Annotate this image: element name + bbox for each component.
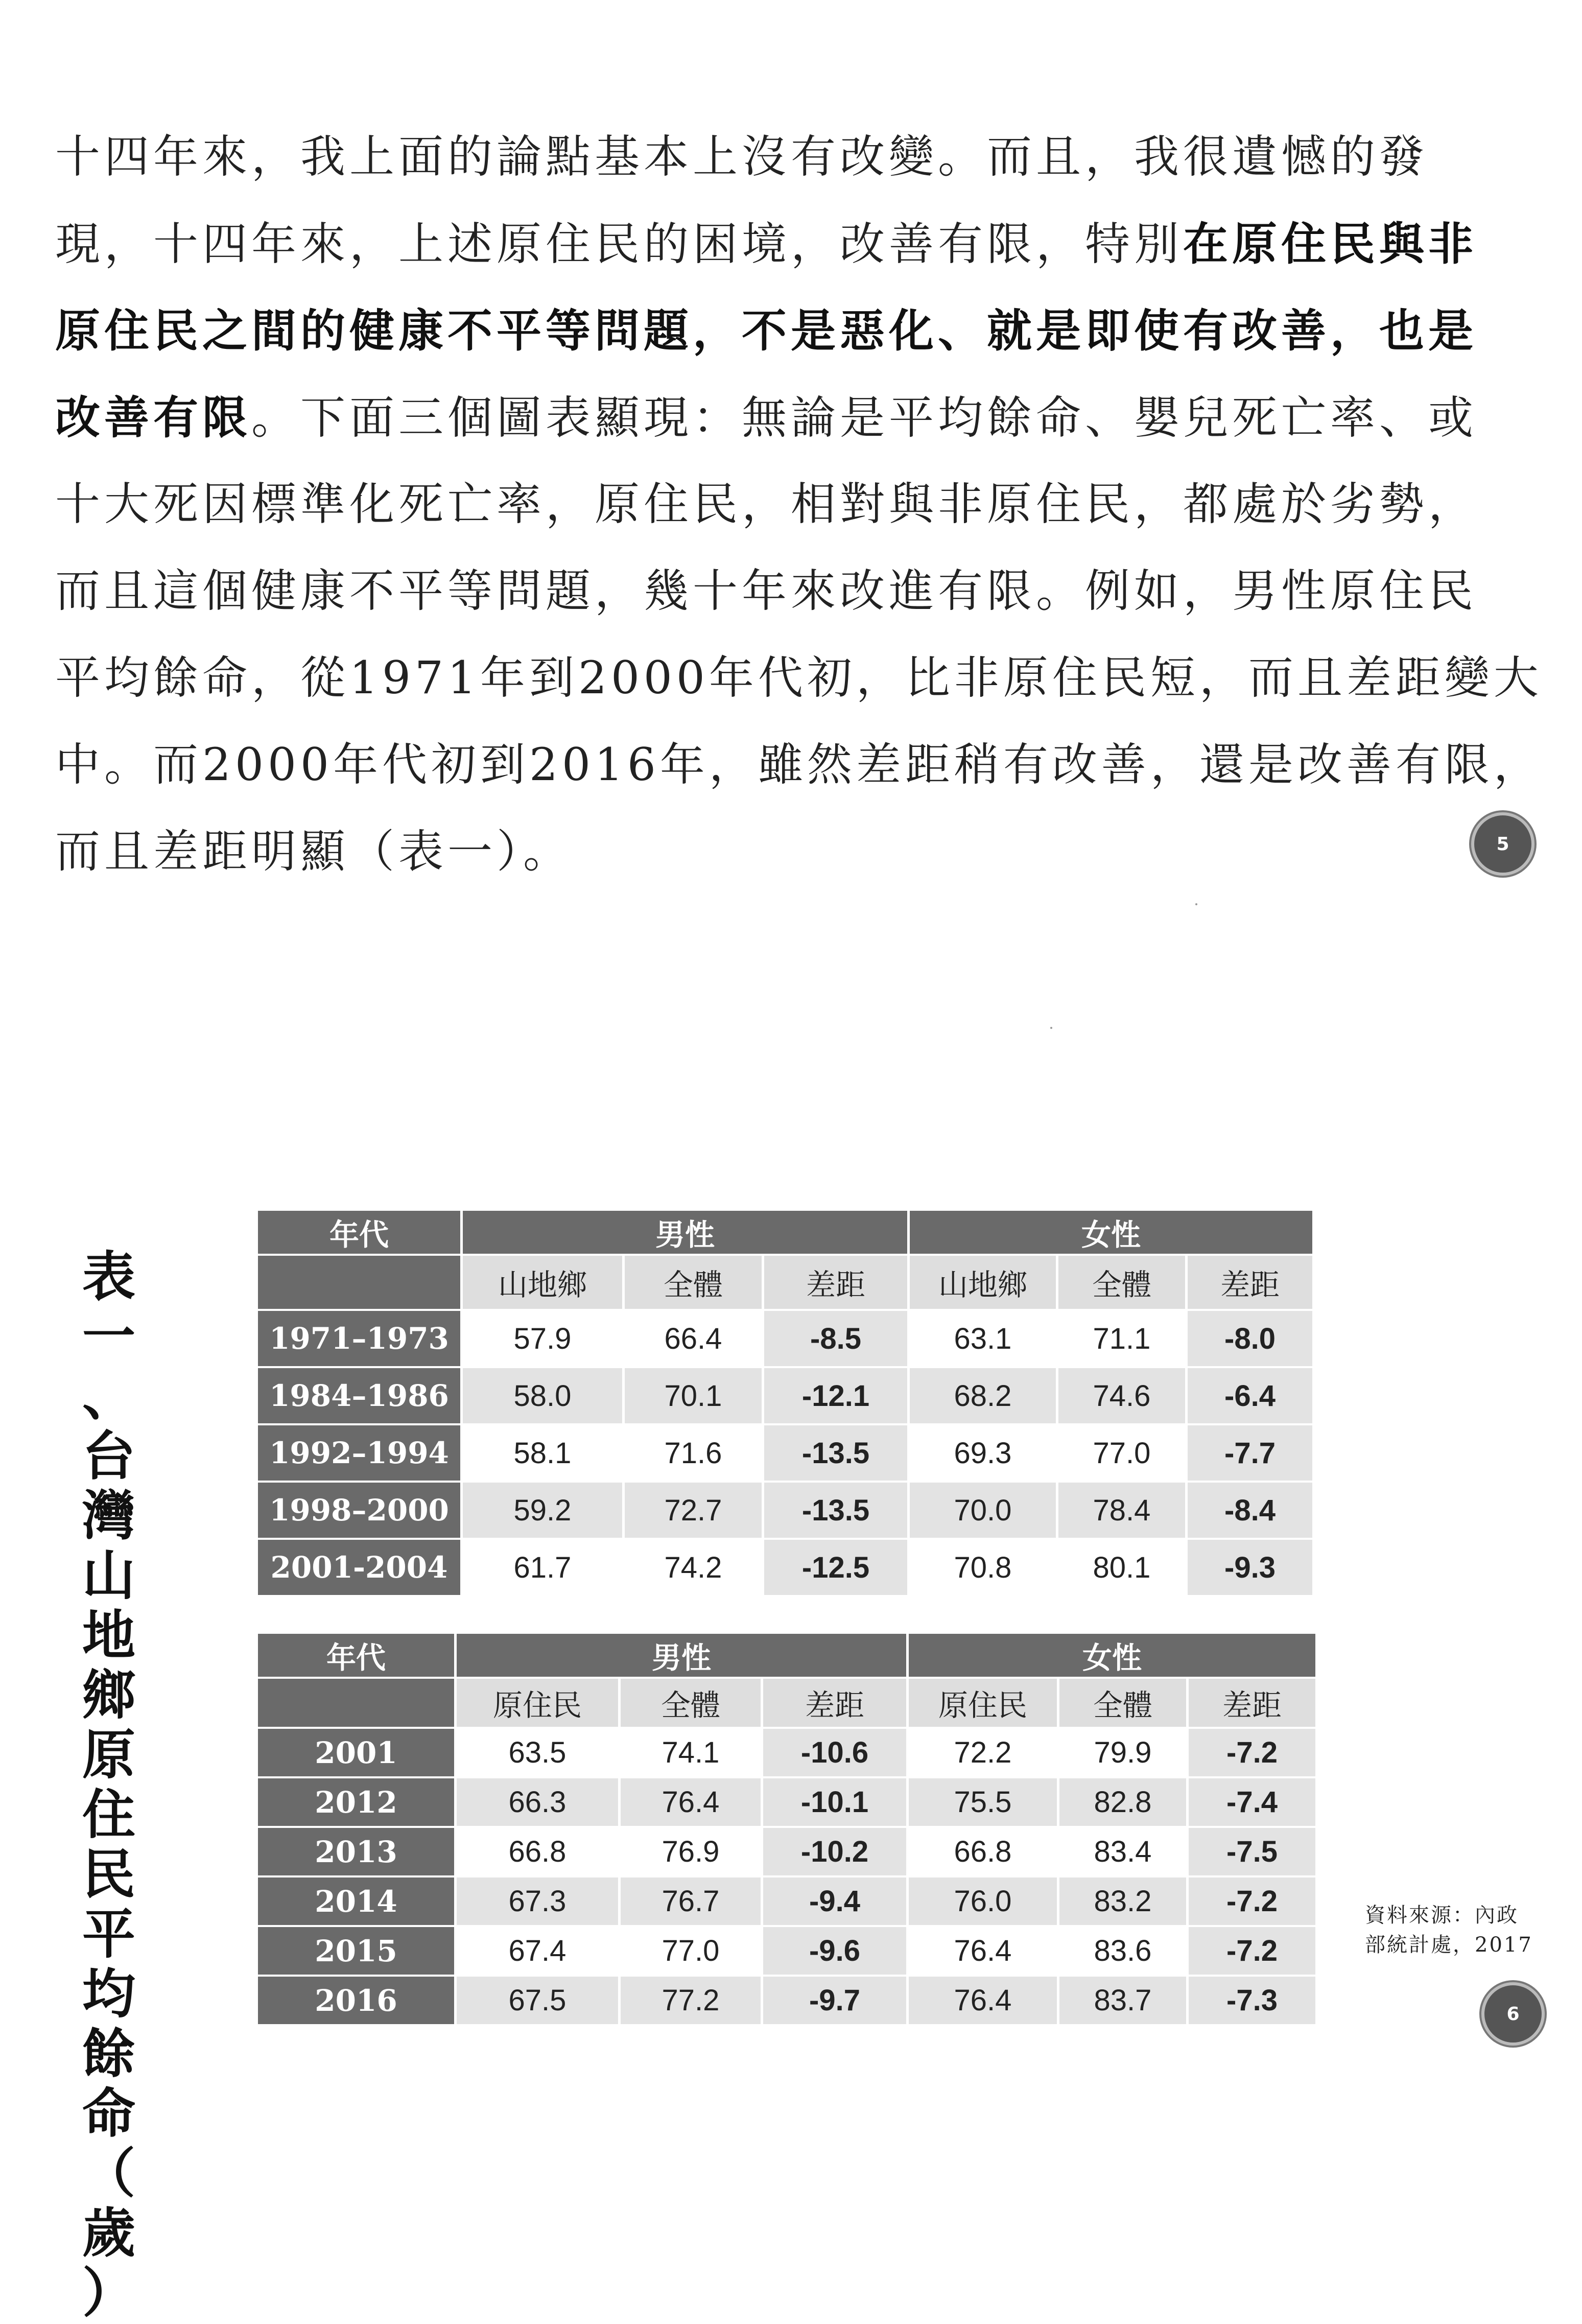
value-cell: 77.0 (1093, 1436, 1151, 1470)
gap-value-cell: -10.6 (763, 1729, 906, 1776)
header-era: 年代 (258, 1634, 454, 1677)
subheader-cell: 差距 (1189, 1679, 1315, 1727)
page-number-bottom: 6 (1481, 1982, 1545, 2046)
gap-value-cell: -6.4 (1188, 1368, 1312, 1423)
life-expectancy-table-mountain-townships (255, 1209, 1315, 1597)
header-male: 男性 (457, 1634, 906, 1677)
table-row (258, 1368, 1312, 1423)
paragraph-line (55, 721, 1543, 808)
subheader-cell: 差距 (1188, 1256, 1312, 1309)
subheader-cell: 全體 (625, 1256, 762, 1309)
source-note-line2: 部統計處，2017 (1365, 1933, 1533, 1957)
subheader-cell: 原住民 (909, 1679, 1057, 1727)
gap-value-cell: -7.5 (1189, 1828, 1315, 1875)
emphasized-text: 原住民之間的健康不平等問題，不是惡化、就是即使有改善，也是 (55, 304, 1478, 357)
text-run: 現，十四年來，上述原住民的困境，改善有限，特別 (55, 218, 1184, 270)
value-cell: 78.4 (1058, 1483, 1185, 1538)
value-cell: 76.7 (621, 1877, 761, 1925)
value-cell: 77.0 (662, 1934, 720, 1967)
gap-value-cell: -8.5 (764, 1311, 907, 1366)
life-expectancy-table-indigenous (255, 1632, 1318, 2026)
value-cell: 59.2 (463, 1483, 622, 1538)
text-run: 中。而2000年代初到2016年，雖然差距稍有改善，還是改善有限， (55, 738, 1543, 791)
table-row (258, 1483, 1312, 1538)
gap-value-cell: -12.5 (764, 1540, 907, 1595)
gap-value-cell: -8.4 (1188, 1483, 1312, 1538)
text-run: 。下面三個圖表顯現：無論是平均餘命、嬰兒死亡率、或 (251, 391, 1478, 444)
table-title: 表 一 、 台 灣 山 地 鄉 原 住 民 平 均 餘 命 （ 歲 ） (82, 1245, 135, 2324)
value-cell: 83.4 (1094, 1835, 1152, 1868)
scan-speck (1050, 1027, 1052, 1029)
value-cell: 79.9 (1094, 1736, 1152, 1769)
row-year-label: 2012 (258, 1778, 454, 1826)
subheader-cell: 全體 (621, 1679, 761, 1727)
value-cell: 66.4 (664, 1322, 722, 1355)
paragraph-line (55, 461, 1478, 548)
row-year-label: 2014 (258, 1877, 454, 1925)
value-cell: 76.4 (909, 1977, 1057, 2024)
gap-value-cell: -9.7 (763, 1977, 906, 2024)
gap-value-cell: -10.1 (763, 1778, 906, 1826)
value-cell: 70.1 (625, 1368, 762, 1423)
value-cell: 66.8 (954, 1835, 1012, 1868)
text-run: 十四年來，我上面的論點基本上沒有改變。而且，我很遺憾的發 (55, 130, 1429, 183)
source-note (1365, 1900, 1539, 1960)
value-cell: 69.3 (954, 1436, 1012, 1470)
value-cell: 74.6 (1058, 1368, 1185, 1423)
value-cell: 72.7 (625, 1483, 762, 1538)
gap-value-cell: -10.2 (763, 1828, 906, 1875)
subheader-cell: 山地鄉 (910, 1256, 1056, 1309)
table-row (258, 1877, 1315, 1925)
subheader-cell: 差距 (763, 1679, 906, 1727)
scan-speck (1195, 903, 1197, 905)
value-cell: 66.8 (508, 1835, 566, 1868)
gap-value-cell: -7.2 (1189, 1877, 1315, 1925)
header-male: 男性 (463, 1211, 907, 1254)
value-cell: 68.2 (910, 1368, 1056, 1423)
value-cell: 74.2 (664, 1551, 722, 1584)
row-year-label: 2016 (258, 1977, 454, 2024)
gap-value-cell: -9.6 (763, 1927, 906, 1975)
table-row (258, 1977, 1315, 2024)
header-female: 女性 (910, 1211, 1312, 1254)
source-note-line1: 資料來源：內政 (1365, 1904, 1519, 1927)
value-cell: 67.3 (457, 1877, 618, 1925)
header-era: 年代 (258, 1211, 460, 1254)
page-number-top: 5 (1471, 812, 1534, 876)
value-cell: 74.1 (662, 1736, 720, 1769)
text-run: 平均餘命，從1971年到2000年代初，比非原住民短，而且差距變大 (55, 651, 1543, 704)
value-cell: 76.0 (909, 1877, 1057, 1925)
value-cell: 58.0 (463, 1368, 622, 1423)
subheader-cell: 山地鄉 (463, 1256, 622, 1309)
row-year-label: 2001 (258, 1729, 454, 1776)
row-year-label: 2001-2004 (258, 1540, 460, 1595)
emphasized-text: 在原住民與非 (1183, 217, 1478, 270)
body-paragraph (55, 113, 1543, 895)
table-row (258, 1311, 1312, 1366)
gap-value-cell: -12.1 (764, 1368, 907, 1423)
value-cell: 72.2 (954, 1736, 1012, 1769)
value-cell: 77.2 (621, 1977, 761, 2024)
value-cell: 83.6 (1094, 1934, 1152, 1967)
paragraph-line (55, 548, 1478, 635)
gap-value-cell: -7.2 (1189, 1927, 1315, 1975)
gap-value-cell: -8.0 (1188, 1311, 1312, 1366)
paragraph-line (55, 113, 1465, 200)
row-year-label: 2015 (258, 1927, 454, 1975)
paragraph-line (55, 374, 1478, 461)
gap-value-cell: -7.4 (1189, 1778, 1315, 1826)
gap-value-cell: -9.4 (763, 1877, 906, 1925)
emphasized-text: 改善有限 (55, 391, 252, 444)
value-cell: 82.8 (1059, 1778, 1186, 1826)
value-cell: 76.9 (662, 1835, 720, 1868)
paragraph-line (55, 287, 1478, 374)
gap-value-cell: -13.5 (764, 1483, 907, 1538)
row-year-label: 1992–1994 (258, 1425, 460, 1481)
text-run: 而且這個健康不平等問題，幾十年來改進有限。例如，男性原住民 (55, 565, 1478, 617)
value-cell: 57.9 (513, 1322, 572, 1355)
subheader-cell: 全體 (1059, 1679, 1186, 1727)
value-cell: 63.1 (954, 1322, 1012, 1355)
value-cell: 70.0 (910, 1483, 1056, 1538)
gap-value-cell: -7.2 (1189, 1729, 1315, 1776)
value-cell: 71.6 (664, 1436, 722, 1470)
table-row (258, 1828, 1315, 1875)
header-blank-cell (258, 1256, 460, 1309)
row-year-label: 1971–1973 (258, 1311, 460, 1366)
gap-value-cell: -7.3 (1189, 1977, 1315, 2024)
table-row (258, 1425, 1312, 1481)
table-row (258, 1927, 1315, 1975)
subheader-cell: 差距 (764, 1256, 907, 1309)
value-cell: 76.4 (621, 1778, 761, 1826)
text-run: 而且差距明顯（表一）。 (55, 825, 573, 878)
value-cell: 67.5 (457, 1977, 618, 2024)
value-cell: 80.1 (1093, 1551, 1151, 1584)
subheader-cell: 原住民 (457, 1679, 618, 1727)
value-cell: 71.1 (1093, 1322, 1151, 1355)
value-cell: 63.5 (508, 1736, 566, 1769)
table-row (258, 1778, 1315, 1826)
gap-value-cell: -9.3 (1188, 1540, 1312, 1595)
value-cell: 70.8 (954, 1551, 1012, 1584)
header-blank-cell (258, 1679, 454, 1727)
paragraph-line (55, 635, 1543, 721)
value-cell: 58.1 (513, 1436, 572, 1470)
value-cell: 61.7 (513, 1551, 572, 1584)
value-cell: 75.5 (909, 1778, 1057, 1826)
table-row (258, 1729, 1315, 1776)
row-year-label: 1984–1986 (258, 1368, 460, 1423)
value-cell: 83.2 (1059, 1877, 1186, 1925)
value-cell: 83.7 (1059, 1977, 1186, 2024)
gap-value-cell: -13.5 (764, 1425, 907, 1481)
row-year-label: 1998–2000 (258, 1483, 460, 1538)
value-cell: 67.4 (508, 1934, 566, 1967)
value-cell: 66.3 (457, 1778, 618, 1826)
paragraph-line (55, 200, 1478, 287)
paragraph-line (55, 808, 1465, 895)
gap-value-cell: -7.7 (1188, 1425, 1312, 1481)
header-female: 女性 (909, 1634, 1315, 1677)
value-cell: 76.4 (954, 1934, 1012, 1967)
table-row (258, 1540, 1312, 1595)
row-year-label: 2013 (258, 1828, 454, 1875)
subheader-cell: 全體 (1058, 1256, 1185, 1309)
text-run: 十大死因標準化死亡率，原住民，相對與非原住民，都處於劣勢， (55, 478, 1478, 530)
